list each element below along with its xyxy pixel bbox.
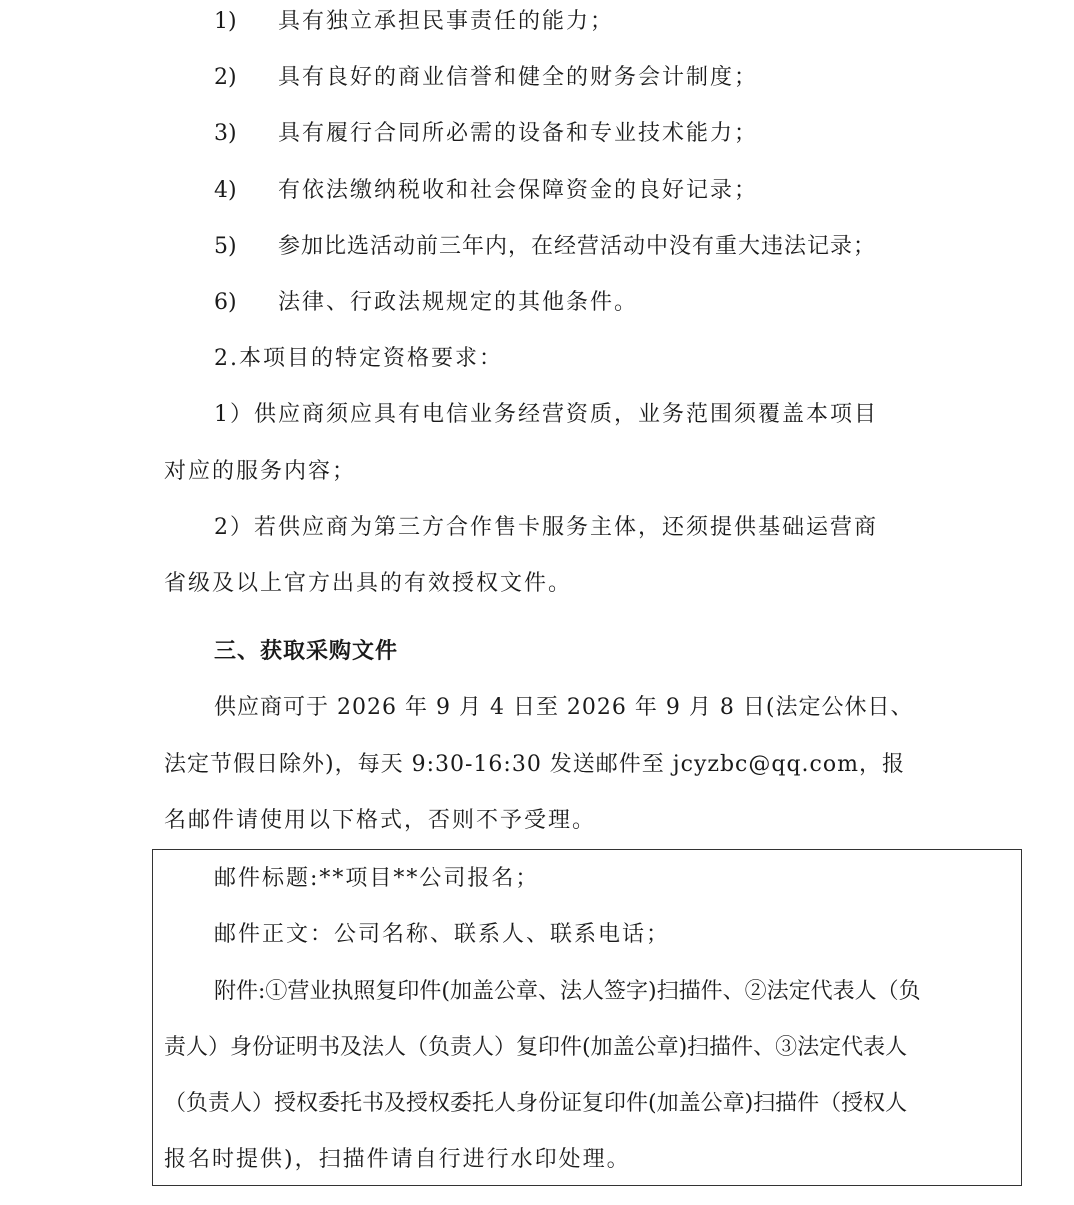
specific-item-2-line-1: 2）若供应商为第三方合作售卡服务主体，还须提供基础运营商 [214,515,878,540]
requirement-text: 具有良好的商业信誉和健全的财务会计制度； [278,65,759,90]
requirement-item-4 [214,176,758,206]
email-format-box [152,849,1022,1186]
email-attachments-line-2: 责人）身份证明书及法人（负责人）复印件(加盖公章)扫描件、③法定代表人 [164,1035,908,1060]
requirement-item-3 [214,119,758,149]
specific-item-1-line-2: 对应的服务内容； [164,459,357,484]
requirement-number: 1) [214,9,237,34]
requirement-text: 法律、行政法规规定的其他条件。 [278,290,639,315]
requirement-number: 3) [214,121,237,146]
requirement-number: 2) [214,65,237,90]
requirement-text: 有依法缴纳税收和社会保障资金的良好记录； [278,178,759,203]
email-subject-format: 邮件标题:**项目**公司报名； [214,866,540,891]
requirement-number: 6) [214,290,237,315]
email-attachments-line-1: 附件:①营业执照复印件(加盖公章、法人签字)扫描件、②法定代表人（负 [214,979,921,1004]
requirement-item-5 [214,232,876,262]
requirement-item-1 [214,7,614,37]
email-attachments-line-3: （负责人）授权委托书及授权委托人身份证复印件(加盖公章)扫描件（授权人 [164,1091,908,1116]
requirement-item-2 [214,63,758,93]
requirement-item-6 [214,288,638,318]
specific-requirements-title: 2.本项目的特定资格要求： [214,346,503,371]
procurement-paragraph-line-1: 供应商可于 2026 年 9 月 4 日至 2026 年 9 月 8 日(法定公休日、 [214,695,914,720]
requirement-text: 具有独立承担民事责任的能力； [278,9,615,34]
specific-item-2-line-2: 省级及以上官方出具的有效授权文件。 [164,571,573,596]
procurement-paragraph-line-2: 法定节假日除外)，每天 9:30-16:30 发送邮件至 jcyzbc@qq.com，报 [164,752,905,777]
requirement-text: 具有履行合同所必需的设备和专业技术能力； [278,121,759,146]
procurement-paragraph-line-3: 名邮件请使用以下格式，否则不予受理。 [164,808,597,833]
email-attachments-line-4: 报名时提供)，扫描件请自行进行水印处理。 [164,1147,631,1172]
email-body-format: 邮件正文：公司名称、联系人、联系电话； [214,922,671,947]
requirement-number: 4) [214,178,237,203]
requirement-text: 参加比选活动前三年内，在经营活动中没有重大违法记录； [278,234,877,259]
specific-item-1-line-1: 1）供应商须应具有电信业务经营资质，业务范围须覆盖本项目 [214,402,878,427]
requirement-number: 5) [214,234,237,259]
section-heading: 三、获取采购文件 [214,639,399,664]
